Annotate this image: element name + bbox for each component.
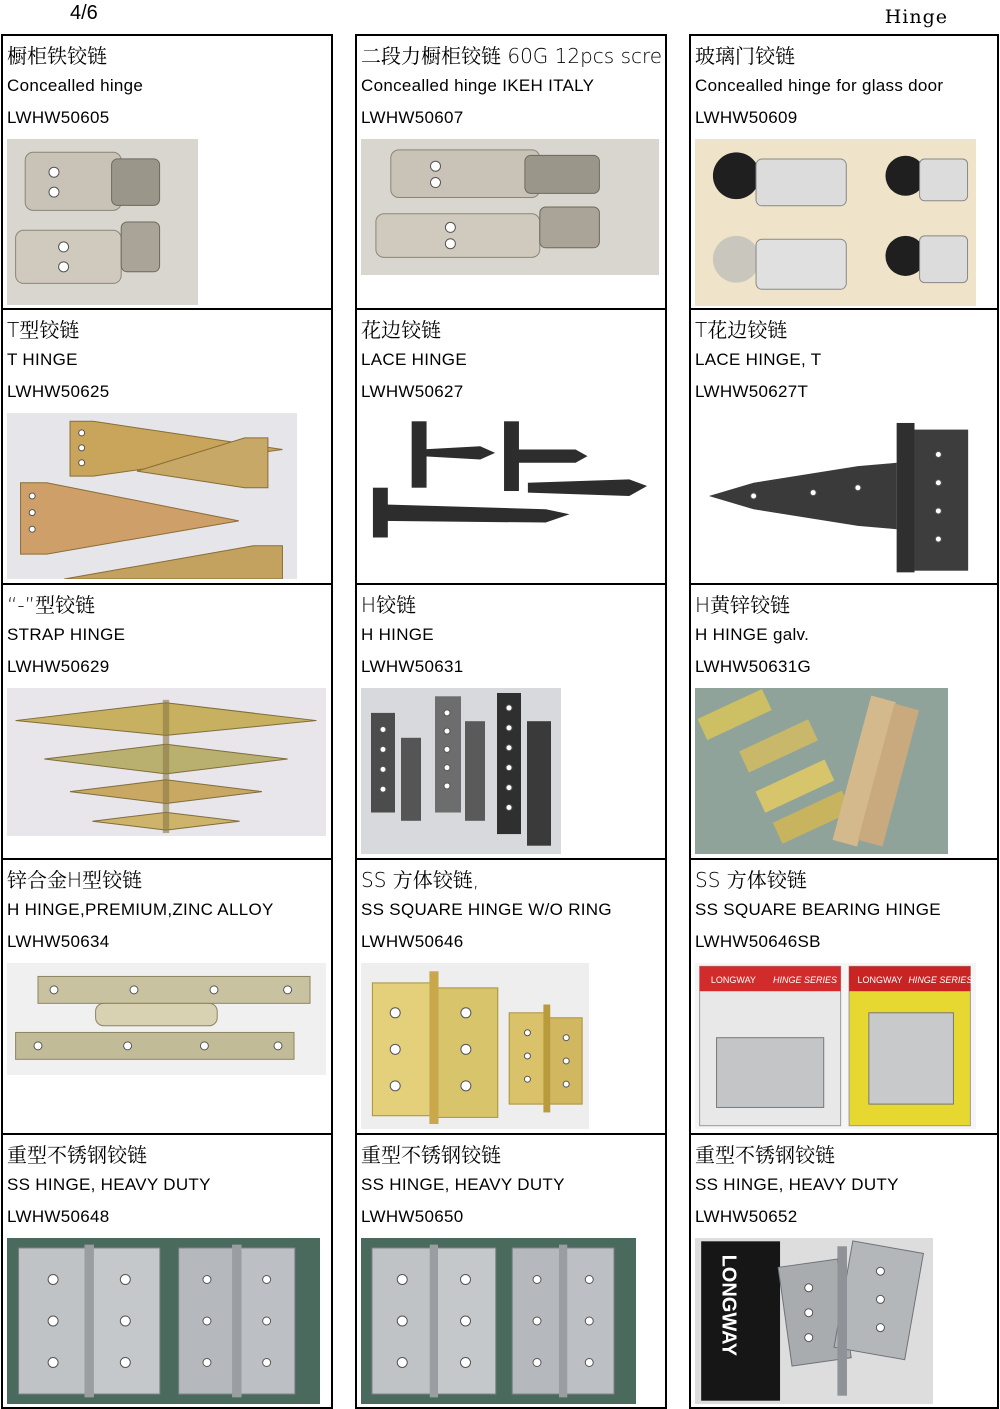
svg-text:LONGWAY: LONGWAY [717,1254,740,1357]
concealed-hinge-photo [7,139,198,305]
product-code: LWHW50648 [7,1207,110,1226]
grid-line [997,34,999,1409]
product-name-en: Concealled hinge [7,76,144,95]
page-number: 4/6 [70,2,98,24]
product-cell [695,585,995,857]
product-name-cn: H黄锌铰链 [695,593,791,617]
product-name-en: LACE HINGE [361,350,467,369]
lace-hinge-photo [361,413,659,579]
glass-door-hinge-photo [695,139,976,306]
product-cell [7,860,329,1132]
grid-line [665,34,667,1409]
grid-line [1,34,3,1409]
product-code: LWHW50607 [361,108,464,127]
grid-line [355,34,357,1409]
product-cell [695,36,995,308]
heavy-duty-hinge-photo [361,1238,636,1404]
product-code: LWHW50609 [695,108,798,127]
svg-text:HINGE SERIES: HINGE SERIES [908,974,973,985]
product-cell [695,310,995,582]
product-cell [695,1135,995,1407]
concealed-hinge-photo [361,139,659,275]
product-name-en: H HINGE,PREMIUM,ZINC ALLOY [7,900,274,919]
h-hinge-zinc-photo [7,963,326,1075]
product-name-en: SS SQUARE BEARING HINGE [695,900,941,919]
product-name-cn: 二段力橱柜铰链 60G 12pcs scre [361,44,663,68]
product-name-en: Concealled hinge for glass door [695,76,944,95]
product-name-cn: 重型不锈钢铰链 [695,1143,835,1167]
product-name-cn: 重型不锈钢铰链 [7,1143,147,1167]
lace-t-hinge-photo [695,413,992,579]
product-cell [7,585,329,857]
product-name-en: H HINGE [361,625,434,644]
h-hinge-photo [361,688,561,854]
product-name-en: SS HINGE, HEAVY DUTY [695,1175,899,1194]
product-name-cn: 锌合金H型铰链 [7,868,143,892]
product-cell [361,1135,663,1407]
product-code: LWHW50605 [7,108,110,127]
product-code: LWHW50646SB [695,932,821,951]
product-name-en: SS HINGE, HEAVY DUTY [7,1175,211,1194]
strap-hinge-photo [7,688,326,836]
svg-text:HINGE SERIES: HINGE SERIES [772,974,837,985]
product-name-cn: 玻璃门铰链 [695,44,795,68]
product-code: LWHW50631G [695,657,812,676]
h-hinge-galv-photo [695,688,948,854]
product-cell [361,36,663,308]
product-name-cn: 花边铰链 [361,318,441,342]
product-cell [361,310,663,582]
product-code: LWHW50652 [695,1207,798,1226]
product-name-en: SS HINGE, HEAVY DUTY [361,1175,565,1194]
product-name-cn: “-”型铰链 [7,593,95,617]
product-code: LWHW50629 [7,657,110,676]
svg-text:LONGWAY: LONGWAY [710,974,756,985]
product-code: LWHW50627T [695,382,809,401]
product-code: LWHW50625 [7,382,110,401]
square-hinge-photo [361,963,589,1129]
heavy-duty-hinge-photo [7,1238,320,1404]
product-name-en: H HINGE galv. [695,625,810,644]
product-cell [7,1135,329,1407]
product-name-cn: T花边铰链 [695,318,788,342]
product-name-en: SS SQUARE HINGE W/O RING [361,900,612,919]
product-name-cn: SS 方体铰链 [695,868,807,892]
heavy-duty-hinge-box-photo [695,1238,933,1404]
product-name-cn: H铰链 [361,593,417,617]
product-grid [1,34,999,1409]
page-category: Hinge [884,6,948,28]
grid-line [331,34,333,1409]
product-cell [7,36,329,308]
product-name-en: T HINGE [7,350,78,369]
product-name-cn: 重型不锈钢铰链 [361,1143,501,1167]
t-hinge-photo [7,413,297,579]
product-name-cn: 橱柜铁铰链 [7,44,107,68]
product-name-en: STRAP HINGE [7,625,126,644]
product-name-cn: T型铰链 [7,318,80,342]
product-code: LWHW50634 [7,932,110,951]
product-cell [7,310,329,582]
product-code: LWHW50646 [361,932,464,951]
product-name-cn: SS 方体铰链, [361,868,480,892]
product-code: LWHW50627 [361,382,464,401]
product-cell [361,860,663,1132]
grid-line [689,34,691,1409]
product-code: LWHW50650 [361,1207,464,1226]
product-cell [695,860,995,1132]
product-name-en: LACE HINGE, T [695,350,822,369]
svg-text:LONGWAY: LONGWAY [857,974,903,985]
packaged-hinge-photo [695,963,976,1129]
product-name-en: Concealled hinge IKEH ITALY [361,76,595,95]
product-code: LWHW50631 [361,657,464,676]
product-cell [361,585,663,857]
